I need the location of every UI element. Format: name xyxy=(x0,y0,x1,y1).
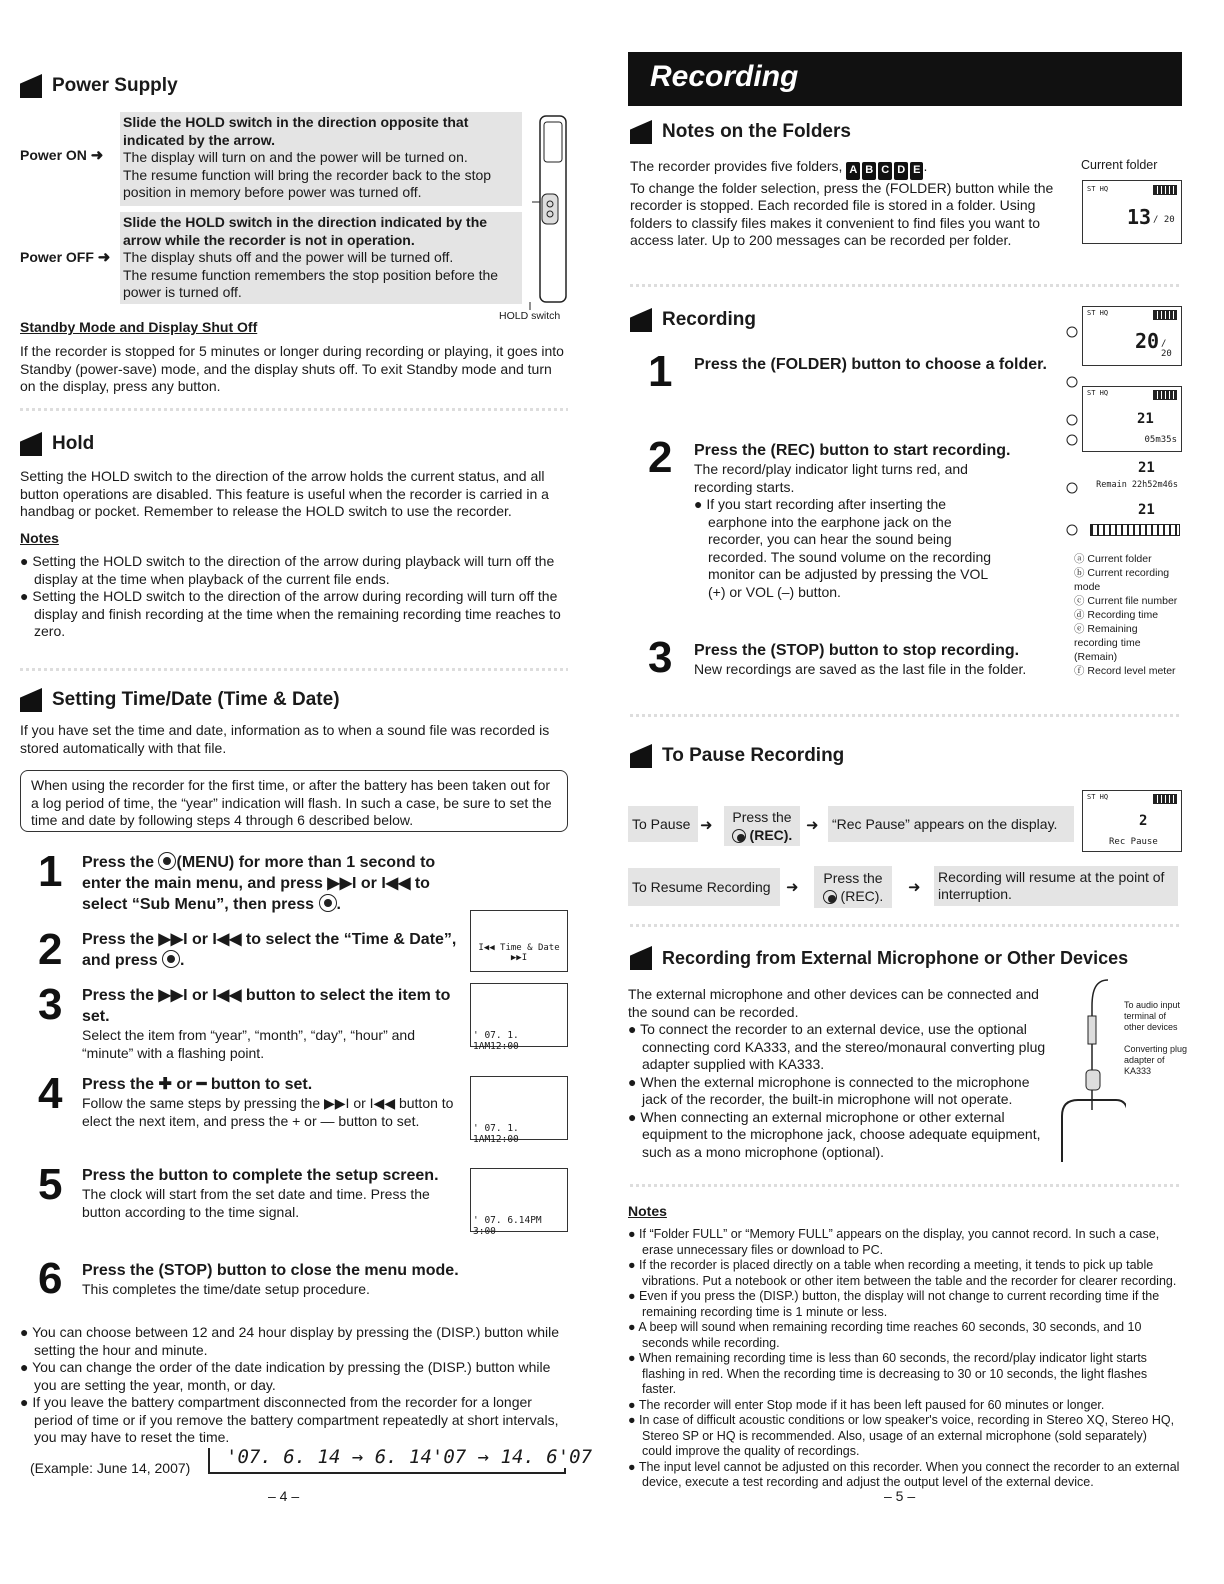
divider xyxy=(630,1184,1180,1187)
ok-button-icon xyxy=(162,950,180,968)
time-date-heading: Setting Time/Date (Time & Date) xyxy=(20,688,340,712)
hold-text: Setting the HOLD switch to the direction of the arrow holds the current status, and all button operations are disabled. This feature is useful when the recorder is carried in a handbag or pocket. Remember to release the HOLD switch to use the recorder. xyxy=(20,468,549,519)
step-number: 1 xyxy=(648,347,673,396)
step-number: 2 xyxy=(648,433,673,482)
divider xyxy=(630,924,1180,927)
list-item: ● When connecting an external microphone or other external equipment to the microphone jack, choose adequate equipment, such as a mono microphone (optional). xyxy=(628,1108,1041,1160)
step-number: 3 xyxy=(648,633,673,682)
section-marker-icon xyxy=(630,120,652,144)
step-number: 3 xyxy=(38,980,63,1029)
power-off-block: Slide the HOLD switch in the direction indicated by the arrow while the recorder is not in operation. The display shuts off and the power will be turned off. The resume function remembers the stop position before the power is turned off. xyxy=(120,212,522,304)
step-1-heading: Press the (MENU) for more than 1 second to enter the main menu, and press ▶▶I or I◀◀ to select “Sub Menu”, then press . xyxy=(82,854,436,913)
section-marker-icon xyxy=(20,432,42,456)
section-marker-icon xyxy=(630,308,652,332)
list-item: ● When the external microphone is connected to the microphone jack of the recorder, the built-in microphone will not operate. xyxy=(628,1073,1030,1107)
pause-heading: To Pause Recording xyxy=(630,744,844,768)
list-item: ● If “Folder FULL” or “Memory FULL” appears on the display, you cannot record. In such a case, erase unnecessary files or download to PC. xyxy=(628,1227,1160,1257)
list-item: ● Even if you press the (DISP.) button, the display will not change to current recording time if the remaining recording time is 1 minute or less. xyxy=(628,1289,1160,1319)
example-sequence: '07. 6. 14 → 6. 14'07 → 14. 6'07 xyxy=(222,1446,596,1468)
lcd-remain: 21 Remain 22h52m46s xyxy=(1082,458,1180,496)
step-number: 5 xyxy=(38,1160,63,1209)
step-6: Press the (STOP) button to close the menu mode. This completes the time/date setup procedure. xyxy=(82,1262,459,1297)
lcd-level-meter: 21 xyxy=(1082,500,1180,540)
lcd-current-folder: ST HQ 20 / 20 xyxy=(1082,306,1182,366)
recording-legend: ⓐ Current folder ⓑ Current recording mode ⓒ Current file number ⓓ Recording time ⓔ Remaining recording time (Remain) ⓕ Record level meter xyxy=(1074,553,1178,677)
step-4: Press the ✚ or ━ button to set. Follow the same steps by pressing the ▶▶I or I◀◀ button to elect the next item, and press the + or — button to set. xyxy=(82,1076,454,1129)
rec-button-icon xyxy=(732,829,746,843)
divider xyxy=(20,408,568,411)
step-number: 1 xyxy=(38,847,63,896)
menu-button-icon xyxy=(158,852,176,870)
power-off-label: Power OFF ➜ xyxy=(20,249,111,266)
list-item: ● To connect the recorder to an external device, use the optional connecting cord KA333, and the stereo/monaural converting plug adapter supplied with KA333. xyxy=(628,1021,1046,1072)
step-number: 6 xyxy=(38,1254,63,1303)
first-use-notice-box: When using the recorder for the first time, or after the battery has been taken out for a log period of time, the “year” indication will flash. In such a case, be sure to set the time and date by following steps 4 through 6 described below. xyxy=(20,770,568,832)
list-item: ● If the recorder is placed directly on a table when recording a meeting, it tends to pick up table vibrations. Put a notebook or other item between the table and the recorder for clearer recording. xyxy=(628,1258,1177,1288)
lcd-set-value: ' 07. 1. 1AM12:00 xyxy=(470,1076,568,1140)
list-item: ● You can change the order of the date indication by pressing the (DISP.) button while you are setting the year, month, or day. xyxy=(20,1359,551,1393)
press-rec-pause: Press the (REC). xyxy=(724,806,800,846)
ok-button-icon xyxy=(319,894,337,912)
recording-banner: Recording xyxy=(628,52,1182,106)
list-item: ● In case of difficult acoustic conditions or low speaker's voice, recording in Stereo XQ, Stereo HQ, Stereo SP or HQ is recommended. Also, usage of an external microphone (sold separately) could improve the quality of recordings. xyxy=(628,1413,1175,1458)
recording-notes xyxy=(628,1227,1180,1491)
list-item: ● You can choose between 12 and 24 hour display by pressing the (DISP.) button while setting the hour and minute. xyxy=(20,1324,560,1358)
power-on-block: Slide the HOLD switch in the direction opposite that indicated by the arrow. The display will turn on and the power will be turned on. The resume function will bring the recorder back to the stop position in memory before power was turned off. xyxy=(120,112,522,206)
resume-message: Recording will resume at the point of interruption. xyxy=(934,866,1178,906)
standby-heading: Standby Mode and Display Shut Off xyxy=(20,319,258,335)
section-marker-icon xyxy=(20,688,42,712)
arrow-icon: ➜ xyxy=(786,879,799,896)
lcd-recording: ST HQ 21 05m35s xyxy=(1082,386,1182,452)
power-supply-heading: Power Supply xyxy=(20,74,178,98)
section-marker-icon xyxy=(630,744,652,768)
time-bullets xyxy=(20,1324,568,1447)
external-connection-illustration xyxy=(1056,976,1126,1166)
list-item: ● Setting the HOLD switch to the direction of the arrow during playback will turn off the display at the time when playback of the current file ends. xyxy=(20,553,555,587)
section-marker-icon xyxy=(20,74,42,98)
folders-heading: Notes on the Folders xyxy=(630,120,851,144)
lcd-complete: ' 07. 6.14PM 3:00 xyxy=(470,1168,568,1232)
rec-step-3: Press the (STOP) button to stop recording. New recordings are saved as the last file in the folder. xyxy=(694,642,1027,677)
divider xyxy=(630,284,1180,287)
standby-text: If the recorder is stopped for 5 minutes or longer during recording or playing, it goes into Standby (power-save) mode, and the display shuts off. To exit Standby mode and turn on the display, press any button. xyxy=(20,343,564,394)
audio-input-label: To audio input terminal of other devices xyxy=(1124,1000,1181,1032)
step-3: Press the ▶▶I or I◀◀ button to select the item to set. Select the item from “year”, “month”, “day”, “hour” and “minute” with a flashing point. xyxy=(82,987,451,1061)
example-label: (Example: June 14, 2007) xyxy=(30,1460,191,1476)
power-on-label: Power ON ➜ xyxy=(20,147,104,164)
list-item: ● If you start recording after inserting the earphone into the earphone jack on the recorder, you can hear the sound being recorded. The sound volume on the recording monitor can be adjusted by pressing the VOL (+) or VOL (–) button. xyxy=(694,496,992,600)
divider xyxy=(630,714,1180,717)
section-marker-icon xyxy=(630,946,652,970)
list-item: ● If you leave the battery compartment disconnected from the recorder for a longer period of time or if you remove the battery compartment repeatedly at short intervals, you may have to reset the time. xyxy=(20,1394,559,1445)
step-5: Press the button to complete the setup screen. The clock will start from the set date and time. Press the button according to the time signal. xyxy=(82,1167,439,1220)
list-item: ● A beep will sound when remaining recording time reaches 60 seconds, 30 seconds, and 10 seconds while recording. xyxy=(628,1320,1142,1350)
rec-button-icon xyxy=(823,890,837,904)
page-number-left: – 4 – xyxy=(268,1488,300,1504)
lcd-set-item: ' 07. 1. 1AM12:00 xyxy=(470,983,568,1047)
to-resume-label: To Resume Recording xyxy=(628,868,780,906)
external-heading: Recording from External Microphone or Other Devices xyxy=(630,946,1128,970)
recording-notes-heading: Notes xyxy=(628,1203,667,1219)
hold-notes-heading: Notes xyxy=(20,530,59,546)
recorder-side-illustration xyxy=(528,112,572,312)
lcd-rec-pause: ST HQ 2 Rec Pause xyxy=(1082,790,1182,852)
hold-notes xyxy=(20,553,568,641)
list-item: ● Setting the HOLD switch to the direction of the arrow during recording will turn off the display and finish recording at the time when the remaining recording time reaches to zero. xyxy=(20,588,561,639)
callout-markers xyxy=(1064,320,1084,540)
current-folder-label: Current folder xyxy=(1081,158,1158,172)
list-item: ● The recorder will enter Stop mode if it has been left paused for 60 minutes or longer. xyxy=(628,1397,1105,1412)
rec-pause-message: “Rec Pause” appears on the display. xyxy=(828,806,1074,842)
lcd-folder: ST HQ 13 / 20 xyxy=(1082,180,1182,244)
rec-step-2: Press the (REC) button to start recording. The record/play indicator light turns red, and recording starts. ● If you start recording after inserting the earphone into the earphone jack on the recorder, you can hear the sound being recorded. The sound volume on the recording monitor can be adjusted by pressing the VOL (+) or VOL (–) button. xyxy=(694,442,1011,600)
step-2-heading: Press the ▶▶I or I◀◀ to select the “Time & Date”, and press . xyxy=(82,931,457,969)
step-number: 2 xyxy=(38,925,63,974)
page-number-right: – 5 – xyxy=(884,1488,916,1504)
arrow-icon: ➜ xyxy=(908,879,921,896)
arrow-icon: ➜ xyxy=(806,817,819,834)
folder-icons: A B C D E xyxy=(846,162,923,180)
hold-heading: Hold xyxy=(20,432,94,456)
lcd-time-date: I◀◀ Time & Date ▶▶I xyxy=(470,910,568,972)
folders-text: The recorder provides five folders, A B C D E . To change the folder selection, press the (FOLDER) button while the recorder is stopped. Each recorded file is stored in a folder. Using folders to classify files makes it convenient to find files you want to access later. Up to 200 messages can be recorded per folder. xyxy=(630,158,1054,248)
step-number: 4 xyxy=(38,1069,63,1118)
rec-step-1-heading: Press the (FOLDER) button to choose a folder. xyxy=(694,356,1047,373)
arrow-icon: ➜ xyxy=(700,817,713,834)
time-intro: If you have set the time and date, information as to when a sound file was recorded is stored automatically with that file. xyxy=(20,722,550,756)
hold-switch-label: HOLD switch xyxy=(499,310,561,322)
external-text: The external microphone and other devices can be connected and the sound can be recorded. ● To connect the recorder to an external device, use the optional connecting cord KA333, and the stereo/monaural converting plug adapter supplied with KA333. ● When the external microphone is connected to the microphone jack of the recorder, the built-in microphone will not operate. ● When connecting an external microphone or other external equipment to the microphone jack, choose adequate equipment, such as a mono microphone (optional). xyxy=(628,986,1054,1161)
to-pause-label: To Pause xyxy=(628,806,698,842)
press-rec-resume: Press the (REC). xyxy=(814,866,892,908)
recording-heading: Recording xyxy=(630,308,756,332)
converting-plug-label: Converting plug adapter of KA333 xyxy=(1124,1044,1188,1076)
list-item: ● The input level cannot be adjusted on this recorder. When you connect the recorder to an external device, execute a test recording and adjust the output level of the external device. xyxy=(628,1459,1180,1489)
divider xyxy=(20,668,568,671)
list-item: ● When remaining recording time is less than 60 seconds, the record/play indicator light starts flashing in red. When the recording time is decreasing to 30 or 10 seconds, the light flashes faster. xyxy=(628,1351,1148,1396)
